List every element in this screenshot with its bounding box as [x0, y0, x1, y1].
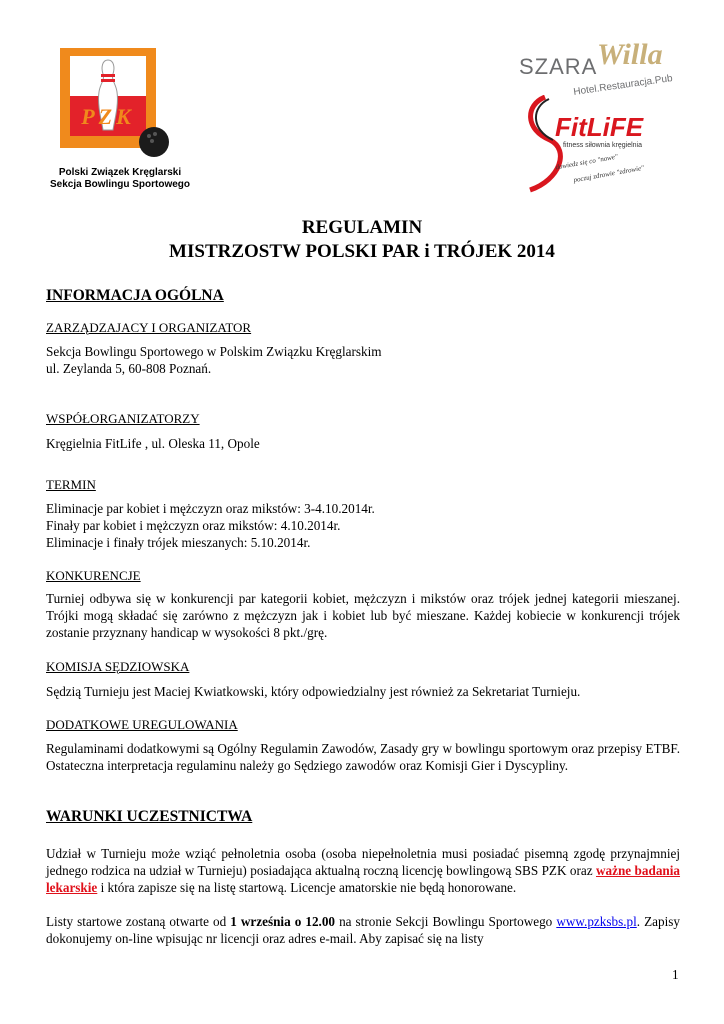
pzk-logo [56, 40, 186, 160]
pzk-caption-line1: Polski Związek Kręglarski [58, 167, 182, 178]
additional-heading: DODATKOWE UREGULOWANIA [46, 717, 238, 732]
participation-p2-mid: na stronie Sekcji Bowlingu Sportowego [335, 914, 557, 929]
term-text [46, 500, 375, 551]
participation-p2-start: Listy startowe zostaną otwarte od [46, 914, 231, 929]
section-heading-participation: WARUNKI UCZESTNICTWA [46, 808, 253, 825]
additional-text: Regulaminami dodatkowymi są Ogólny Regulamin Zawodów, Zasady gry w bowlingu sportowym oraz przepisy ETBF. Ostateczna interpretacja regulaminu należy go Sędziego zawodów oraz Komisji Gier i Dyscypliny. [46, 741, 680, 773]
participation-p2 [46, 913, 680, 947]
section-heading-info: INFORMACJA OGÓLNA [46, 287, 224, 304]
willa-text: Willa [597, 38, 663, 71]
coorganizers-heading: WSPÓŁORGANIZATORZY [46, 411, 200, 426]
doc-title [0, 216, 724, 264]
willa-tagline: Hotel.Restauracja.Pub [572, 73, 674, 98]
participation-p1-start: Udział w Turnieju może wziąć pełnoletnia osoba (osoba niepełnoletnia musi posiadać pisemną zgodę przynajmniej jednego rodzica na udział w Turnieju) posiadająca aktualną roczną licencję bowlingową SBS PZK oraz [46, 846, 680, 878]
judges-text: Sędzią Turnieju jest Maciej Kwiatkowski, który odpowiedzialny jest również za Sekretariat Turnieju. [46, 684, 581, 699]
competitions-heading: KONKURENCJE [46, 568, 141, 583]
term-line1: Eliminacje par kobiet i mężczyzn oraz mikstów: 3-4.10.2014r. [46, 501, 375, 516]
slogan-line1: dowiedz się co "nowe" [554, 152, 619, 172]
participation-p2-end: . Zapisy dokonujemy on-line wpisując nr licencji oraz adres e-mail. Aby zapisać się na listy [46, 914, 681, 946]
sponsor-logo [515, 40, 685, 195]
medical-exam-highlight: ważne badania lekarskie [46, 863, 681, 895]
fitlife-text: FitLiFE [555, 112, 644, 142]
szara-text: SZARA [519, 54, 598, 79]
registration-date: 1 września o 12.00 [230, 914, 336, 929]
pzk-caption-line2: Sekcja Bowlingu Sportowego [49, 179, 190, 190]
doc-title-line1: REGULAMIN [301, 217, 423, 238]
competitions-text: Turniej odbywa się w konkurencji par kategorii kobiet, mężczyzn i mikstów oraz trójek jednej kategorii mieszanej. Trójki mogą składać się zarówno z mężczyzn jak i kobiet lub być mieszane. Każdej kobiecie w konkurencji trójek zostanie przyznany handicap w wysokości 8 pkt./grę. [46, 591, 680, 640]
fitlife-sub: fitness siłownia kręgielnia [563, 142, 642, 149]
organizer-line1: Sekcja Bowlingu Sportowego w Polskim Związku Kręglarskim [46, 344, 382, 359]
term-line2: Finały par kobiet i mężczyzn oraz mikstów: 4.10.2014r. [46, 518, 341, 533]
pzksbs-link[interactable]: www.pzksbs.pl [556, 914, 637, 929]
pzk-emblem [56, 40, 186, 160]
organizer-text [46, 343, 382, 377]
judges-heading: KOMISJA SĘDZIOWSKA [46, 659, 190, 674]
doc-title-line2: MISTRZOSTW POLSKI PAR i TRÓJEK 2014 [169, 241, 555, 262]
pzk-letters: PZK [81, 104, 135, 129]
organizer-line2: ul. Zeylanda 5, 60-808 Poznań. [46, 361, 212, 376]
pzk-caption [30, 167, 210, 191]
organizer-heading: ZARZĄDZAJACY I ORGANIZATOR [46, 320, 252, 335]
term-heading: TERMIN [46, 477, 96, 492]
participation-p1-end: i która zapisze się na listę startową. Licencje amatorskie nie będą honorowane. [97, 880, 517, 895]
participation-p1 [46, 845, 680, 896]
page-number: 1 [672, 967, 679, 982]
slogan-line2: poczuj zdrowie "zdrowie" [572, 163, 645, 185]
term-line3: Eliminacje i finały trójek mieszanych: 5.10.2014r. [46, 535, 311, 550]
coorganizers-text: Kręgielnia FitLife , ul. Oleska 11, Opole [46, 436, 260, 451]
